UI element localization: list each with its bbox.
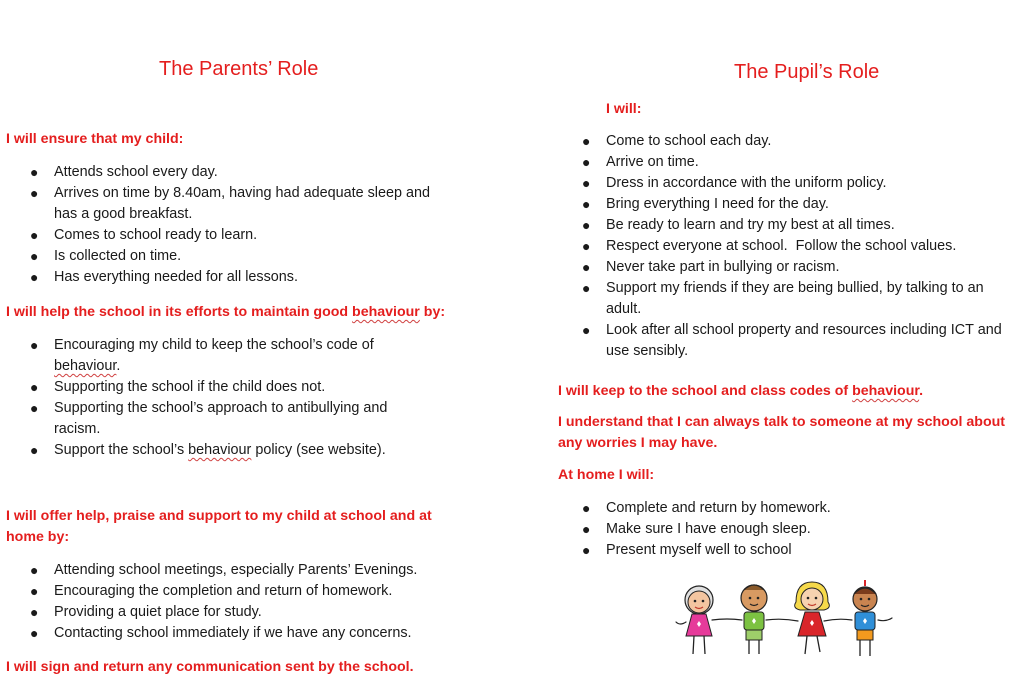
bullet-icon: ● bbox=[582, 259, 591, 275]
bullet-icon: ● bbox=[30, 227, 39, 243]
list-item: ● Bring everything I need for the day. bbox=[558, 194, 1010, 215]
bullet-icon: ● bbox=[30, 164, 39, 180]
list-item: ● Attending school meetings, especially Parents’ Evenings. bbox=[6, 560, 446, 581]
list-item: ● Come to school each day. bbox=[558, 131, 1010, 152]
child-2 bbox=[741, 585, 767, 654]
pupil-talk: I understand that I can always talk to someone at my school about any worries I may have. bbox=[558, 414, 1006, 451]
list-item: ● Look after all school property and resources including ICT and use sensibly. bbox=[582, 322, 1002, 359]
bullet-icon: ● bbox=[582, 280, 591, 296]
list-item: ● Has everything needed for all lessons. bbox=[6, 267, 446, 288]
list-item: ● Arrives on time by 8.40am, having had adequate sleep and has a good breakfast. bbox=[30, 185, 430, 222]
bullet-icon: ● bbox=[582, 154, 591, 170]
bullet-icon: ● bbox=[582, 175, 591, 191]
list-item: ● Present myself well to school bbox=[558, 540, 1010, 561]
list-item: ● Complete and return by homework. bbox=[558, 498, 1010, 519]
children-holding-hands-icon bbox=[672, 574, 898, 660]
bullet-icon: ● bbox=[582, 500, 591, 516]
bullet-icon: ● bbox=[30, 442, 39, 458]
bullet-icon: ● bbox=[582, 542, 591, 558]
list-item: ● Make sure I have enough sleep. bbox=[558, 519, 1010, 540]
child-1 bbox=[685, 586, 713, 654]
list-item: ● Supporting the school if the child does not. bbox=[6, 377, 436, 398]
list-item: ● Encouraging the completion and return of homework. bbox=[6, 581, 446, 602]
list-item: ● Contacting school immediately if we have any concerns. bbox=[6, 623, 446, 644]
parents-heading-behaviour: I will help the school in its efforts to maintain good behaviour by: bbox=[6, 304, 446, 320]
parents-heading-sign: I will sign and return any communication sent by the school. bbox=[6, 659, 414, 675]
bullet-icon: ● bbox=[30, 379, 39, 395]
list-item: ● Never take part in bullying or racism. bbox=[558, 257, 1010, 278]
list-item: ● Be ready to learn and try my best at all times. bbox=[558, 215, 1010, 236]
pupil-intro: I will: bbox=[606, 101, 642, 117]
parents-support-list bbox=[6, 560, 446, 644]
list-item: ● Encouraging my child to keep the school’s code of behaviour. bbox=[30, 337, 374, 374]
list-item: ● Is collected on time. bbox=[6, 246, 446, 267]
bullet-icon: ● bbox=[30, 583, 39, 599]
parents-title: The Parents’ Role bbox=[159, 58, 319, 80]
bullet-icon: ● bbox=[30, 337, 39, 353]
list-item: ● Respect everyone at school. Follow the school values. bbox=[558, 236, 1010, 257]
list-item: ● Providing a quiet place for study. bbox=[6, 602, 446, 623]
bullet-icon: ● bbox=[30, 562, 39, 578]
bullet-icon: ● bbox=[30, 625, 39, 641]
pupil-home-heading: At home I will: bbox=[558, 467, 655, 483]
pupil-codes: I will keep to the school and class codes of behaviour. bbox=[558, 383, 924, 399]
bullet-icon: ● bbox=[30, 185, 39, 201]
list-item: ● Arrive on time. bbox=[558, 152, 1010, 173]
bullet-icon: ● bbox=[582, 196, 591, 212]
bullet-icon: ● bbox=[30, 269, 39, 285]
child-3 bbox=[795, 582, 830, 654]
pupil-title: The Pupil’s Role bbox=[734, 61, 880, 83]
list-item: ● Support my friends if they are being bullied, by talking to an adult. bbox=[582, 280, 984, 317]
bullet-icon: ● bbox=[582, 521, 591, 537]
pupil-list bbox=[558, 131, 1010, 362]
bullet-icon: ● bbox=[582, 238, 591, 254]
parents-behaviour-list bbox=[6, 335, 436, 461]
pupil-home-list bbox=[558, 498, 1010, 561]
list-item: ● Comes to school ready to learn. bbox=[6, 225, 446, 246]
bullet-icon: ● bbox=[582, 322, 591, 338]
child-4 bbox=[853, 580, 877, 656]
parents-heading-ensure: I will ensure that my child: bbox=[6, 131, 184, 147]
list-item: ● Supporting the school’s approach to antibullying and racism. bbox=[30, 400, 388, 437]
bullet-icon: ● bbox=[30, 400, 39, 416]
list-item: ● Attends school every day. bbox=[6, 162, 446, 183]
list-item: ● Support the school’s behaviour policy (see website). bbox=[6, 440, 436, 461]
bullet-icon: ● bbox=[30, 248, 39, 264]
parents-ensure-list bbox=[6, 162, 446, 288]
bullet-icon: ● bbox=[30, 604, 39, 620]
parents-heading-support: I will offer help, praise and support to my child at school and at home by: bbox=[6, 508, 432, 545]
bullet-icon: ● bbox=[582, 133, 591, 149]
list-item: ● Dress in accordance with the uniform policy. bbox=[558, 173, 1010, 194]
bullet-icon: ● bbox=[582, 217, 591, 233]
